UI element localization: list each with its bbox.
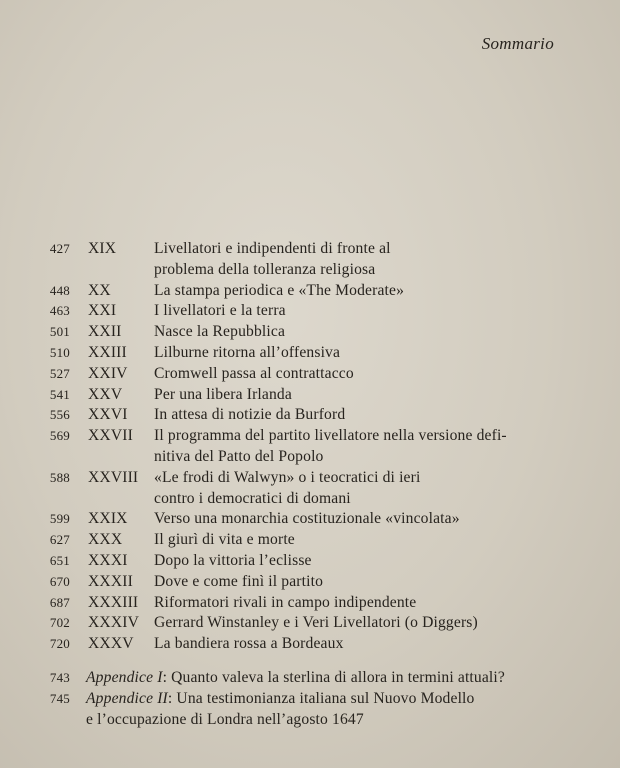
toc-entry [0, 405, 620, 426]
page-number: 556 [49, 407, 70, 423]
toc-appendix [0, 668, 620, 689]
toc-entry [0, 364, 620, 385]
page-number: 743 [49, 669, 70, 685]
toc-entry [0, 239, 620, 281]
toc-entry [0, 593, 620, 614]
chapter-title: Dove e come finì il partito [154, 572, 324, 590]
chapter-numeral: XIX [88, 240, 117, 257]
toc-entry [0, 509, 620, 530]
chapter-numeral: XXIX [88, 510, 128, 528]
chapter-title: La bandiera rossa a Bordeaux [154, 635, 344, 653]
table-of-contents [0, 239, 620, 730]
page-number: 670 [49, 573, 70, 589]
chapter-numeral: XXVIII [88, 468, 139, 486]
chapter-title: Nasce la Repubblica [154, 323, 286, 341]
page-number: 588 [49, 469, 70, 485]
chapter-title: Lilburne ritorna all’offensiva [154, 343, 341, 361]
page-header: Sommario [481, 34, 554, 53]
page-number: 745 [49, 690, 70, 706]
chapter-numeral: XXXII [88, 572, 133, 590]
chapter-title: Verso una monarchia costituzionale «vincolata» [154, 510, 460, 528]
chapter-numeral: XXX [88, 531, 123, 549]
toc-entry [0, 385, 620, 406]
toc-entry [0, 530, 620, 551]
toc-entry [0, 468, 620, 510]
toc-entry [0, 301, 620, 322]
toc-entry [0, 322, 620, 343]
toc-entry [0, 613, 620, 634]
appendix-title [86, 668, 620, 689]
toc-entry [0, 551, 620, 572]
chapter-title: Cromwell passa al contrattacco [154, 364, 354, 382]
chapter-title: La stampa periodica e «The Moderate» [154, 281, 405, 299]
page-number: 627 [49, 532, 70, 548]
chapter-numeral: XXXV [88, 635, 134, 653]
page-number: 510 [49, 344, 70, 360]
chapter-title: Il giurì di vita e morte [154, 531, 295, 549]
appendix-title-cont: e l’occupazione di Londra nell’agosto 1647 [86, 710, 364, 728]
chapter-numeral: XXI [88, 302, 117, 320]
chapter-title: Il programma del partito livellatore nella versione defi- [154, 427, 507, 445]
chapter-numeral: XXV [88, 385, 123, 403]
chapter-numeral: XXXI [88, 551, 128, 569]
section-gap [0, 655, 620, 668]
chapter-numeral: XXVI [88, 406, 128, 424]
toc-entry [0, 426, 620, 468]
chapter-title-cont: problema della tolleranza religiosa [154, 260, 376, 278]
page-number: 720 [49, 636, 70, 652]
chapter-title: Gerrard Winstanley e i Veri Livellatori (o Diggers) [154, 614, 478, 632]
toc-entry [0, 634, 620, 655]
toc-entry [0, 572, 620, 593]
toc-appendix [0, 689, 620, 731]
page-number: 541 [49, 386, 70, 402]
page-number: 651 [49, 552, 70, 568]
chapter-numeral: XXVII [88, 427, 133, 445]
chapter-title: «Le frodi di Walwyn» o i teocratici di ieri [154, 468, 421, 486]
page-number: 687 [49, 594, 70, 610]
page-number: 569 [49, 428, 70, 444]
appendix-label: Appendice I [86, 668, 163, 686]
chapter-title: Per una libera Irlanda [154, 385, 292, 403]
chapter-title: Dopo la vittoria l’eclisse [154, 551, 312, 569]
appendix-label: Appendice II [86, 689, 168, 707]
page-number: 527 [49, 365, 70, 381]
page-number: 448 [49, 282, 70, 298]
page-number: 463 [49, 303, 70, 319]
appendix-text: : Una testimonianza italiana sul Nuovo Modello [167, 689, 475, 707]
chapter-title-cont: nitiva del Patto del Popolo [154, 447, 324, 465]
page-number: 427 [49, 241, 70, 256]
chapter-numeral: XXXIII [88, 593, 139, 611]
chapter-numeral: XX [88, 281, 111, 299]
page-number: 501 [49, 324, 70, 340]
chapter-numeral: XXIII [88, 343, 127, 361]
chapter-title: I livellatori e la terra [154, 302, 286, 320]
chapter-title: Livellatori e indipendenti di fronte al [154, 240, 391, 257]
page-number: 702 [49, 615, 70, 631]
appendix-text: : Quanto valeva la sterlina di allora in termini attuali? [162, 668, 505, 686]
chapter-title: In attesa di notizie da Burford [154, 406, 346, 424]
appendix-title [86, 689, 620, 710]
toc-entry [0, 281, 620, 302]
chapter-title: Riformatori rivali in campo indipendente [154, 593, 417, 611]
toc-entry [0, 343, 620, 364]
chapter-title-cont: contro i democratici di domani [154, 489, 351, 507]
page-number: 599 [49, 511, 70, 527]
chapter-numeral: XXIV [88, 364, 128, 382]
chapter-numeral: XXXIV [88, 614, 139, 632]
chapter-numeral: XXII [88, 323, 122, 341]
